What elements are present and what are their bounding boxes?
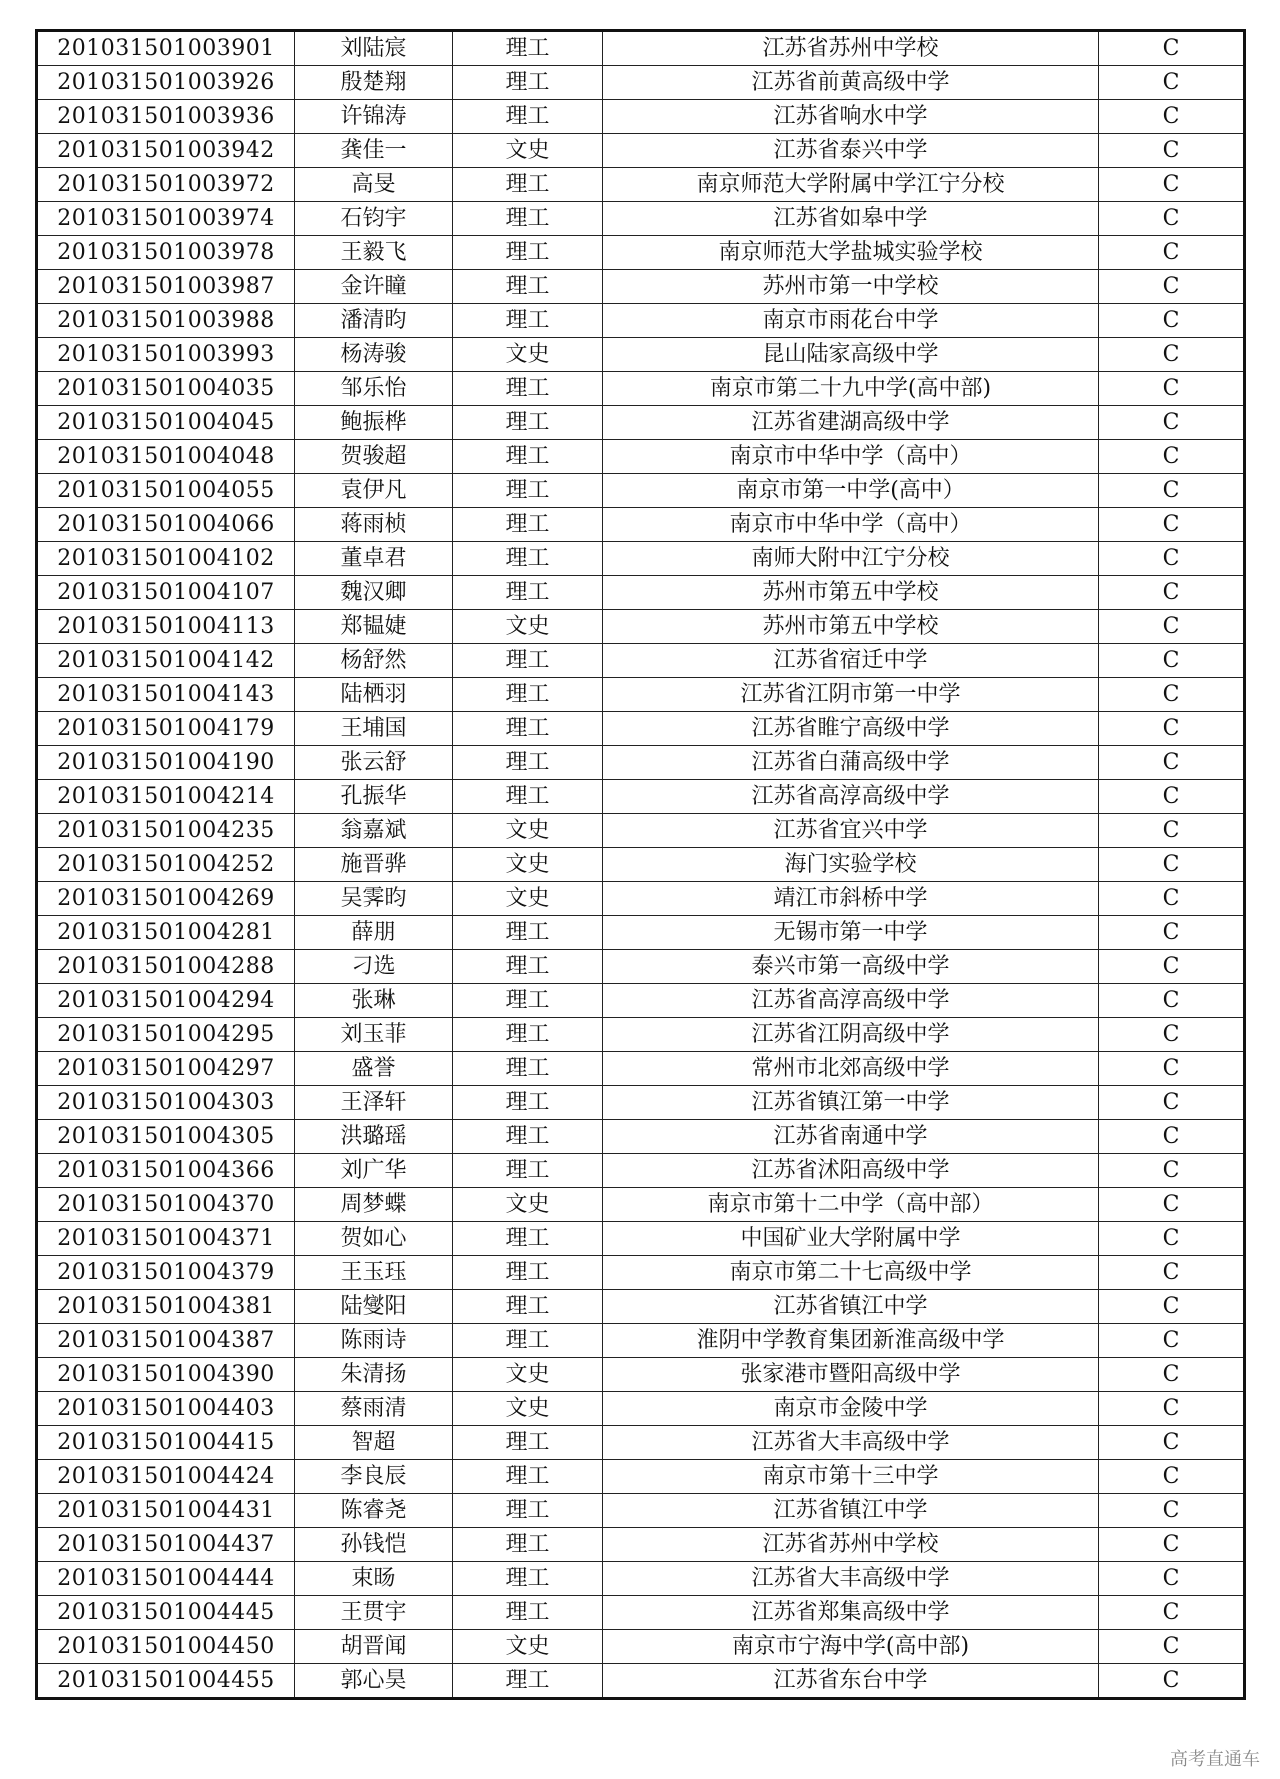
exam-id-cell: 201031501004390 — [37, 1358, 295, 1392]
student-name-cell: 董卓君 — [295, 542, 453, 576]
student-name-cell: 贺骏超 — [295, 440, 453, 474]
table-row — [37, 270, 1245, 304]
grade-cell: C — [1099, 610, 1245, 644]
table-row — [37, 542, 1245, 576]
table-row — [37, 814, 1245, 848]
table-row — [37, 1290, 1245, 1324]
subject-type-cell: 理工 — [453, 406, 603, 440]
grade-cell: C — [1099, 780, 1245, 814]
table-row — [37, 31, 1245, 66]
student-name-cell: 盛誉 — [295, 1052, 453, 1086]
school-cell: 淮阴中学教育集团新淮高级中学 — [603, 1324, 1099, 1358]
student-name-cell: 蔡雨清 — [295, 1392, 453, 1426]
subject-type-cell: 理工 — [453, 508, 603, 542]
school-cell: 江苏省建湖高级中学 — [603, 406, 1099, 440]
grade-cell: C — [1099, 1018, 1245, 1052]
subject-type-cell: 理工 — [453, 984, 603, 1018]
table-row — [37, 610, 1245, 644]
table-row — [37, 950, 1245, 984]
student-name-cell: 陆栖羽 — [295, 678, 453, 712]
grade-cell: C — [1099, 1562, 1245, 1596]
school-cell: 中国矿业大学附属中学 — [603, 1222, 1099, 1256]
subject-type-cell: 理工 — [453, 270, 603, 304]
table-row — [37, 576, 1245, 610]
exam-id-cell: 201031501004035 — [37, 372, 295, 406]
grade-cell: C — [1099, 66, 1245, 100]
school-cell: 江苏省宿迁中学 — [603, 644, 1099, 678]
exam-id-cell: 201031501003993 — [37, 338, 295, 372]
grade-cell: C — [1099, 1086, 1245, 1120]
subject-type-cell: 理工 — [453, 1562, 603, 1596]
student-name-cell: 刘玉菲 — [295, 1018, 453, 1052]
table-row — [37, 1086, 1245, 1120]
table-row — [37, 984, 1245, 1018]
exam-id-cell: 201031501004437 — [37, 1528, 295, 1562]
exam-id-cell: 201031501004297 — [37, 1052, 295, 1086]
school-cell: 南京市第二十七高级中学 — [603, 1256, 1099, 1290]
school-cell: 南京市中华中学（高中） — [603, 440, 1099, 474]
school-cell: 靖江市斜桥中学 — [603, 882, 1099, 916]
school-cell: 江苏省白蒲高级中学 — [603, 746, 1099, 780]
subject-type-cell: 理工 — [453, 236, 603, 270]
table-row — [37, 474, 1245, 508]
student-name-cell: 郭心昊 — [295, 1664, 453, 1699]
school-cell: 南京市第二十九中学(高中部) — [603, 372, 1099, 406]
grade-cell: C — [1099, 372, 1245, 406]
grade-cell: C — [1099, 202, 1245, 236]
student-name-cell: 孙钱恺 — [295, 1528, 453, 1562]
subject-type-cell: 理工 — [453, 1324, 603, 1358]
school-cell: 南京市第十二中学（高中部） — [603, 1188, 1099, 1222]
school-cell: 江苏省宜兴中学 — [603, 814, 1099, 848]
student-name-cell: 刘陆宸 — [295, 31, 453, 66]
subject-type-cell: 理工 — [453, 66, 603, 100]
subject-type-cell: 理工 — [453, 1664, 603, 1699]
table-row — [37, 1664, 1245, 1699]
grade-cell: C — [1099, 474, 1245, 508]
student-name-cell: 王贯宇 — [295, 1596, 453, 1630]
grade-cell: C — [1099, 304, 1245, 338]
exam-id-cell: 201031501004431 — [37, 1494, 295, 1528]
table-row — [37, 338, 1245, 372]
exam-id-cell: 201031501004107 — [37, 576, 295, 610]
school-cell: 江苏省沭阳高级中学 — [603, 1154, 1099, 1188]
subject-type-cell: 理工 — [453, 1596, 603, 1630]
exam-id-cell: 201031501004143 — [37, 678, 295, 712]
subject-type-cell: 理工 — [453, 100, 603, 134]
exam-id-cell: 201031501004190 — [37, 746, 295, 780]
student-name-cell: 邹乐怡 — [295, 372, 453, 406]
exam-id-cell: 201031501004252 — [37, 848, 295, 882]
table-row — [37, 1222, 1245, 1256]
subject-type-cell: 理工 — [453, 1290, 603, 1324]
subject-type-cell: 理工 — [453, 1154, 603, 1188]
school-cell: 苏州市第五中学校 — [603, 576, 1099, 610]
student-name-cell: 许锦涛 — [295, 100, 453, 134]
subject-type-cell: 理工 — [453, 916, 603, 950]
table-row — [37, 1392, 1245, 1426]
student-name-cell: 施晋骅 — [295, 848, 453, 882]
subject-type-cell: 文史 — [453, 1392, 603, 1426]
grade-cell: C — [1099, 1120, 1245, 1154]
school-cell: 江苏省高淳高级中学 — [603, 780, 1099, 814]
subject-type-cell: 理工 — [453, 780, 603, 814]
exam-id-cell: 201031501004424 — [37, 1460, 295, 1494]
exam-id-cell: 201031501004403 — [37, 1392, 295, 1426]
grade-cell: C — [1099, 338, 1245, 372]
table-row — [37, 1358, 1245, 1392]
subject-type-cell: 文史 — [453, 610, 603, 644]
student-name-cell: 束旸 — [295, 1562, 453, 1596]
exam-id-cell: 201031501004214 — [37, 780, 295, 814]
grade-cell: C — [1099, 31, 1245, 66]
student-name-cell: 陈雨诗 — [295, 1324, 453, 1358]
grade-cell: C — [1099, 508, 1245, 542]
grade-cell: C — [1099, 814, 1245, 848]
subject-type-cell: 理工 — [453, 542, 603, 576]
table-row — [37, 1154, 1245, 1188]
grade-cell: C — [1099, 1426, 1245, 1460]
school-cell: 苏州市第一中学校 — [603, 270, 1099, 304]
student-name-cell: 王玉珏 — [295, 1256, 453, 1290]
grade-cell: C — [1099, 1460, 1245, 1494]
student-name-cell: 王埔国 — [295, 712, 453, 746]
student-name-cell: 龚佳一 — [295, 134, 453, 168]
grade-cell: C — [1099, 984, 1245, 1018]
student-name-cell: 鲍振桦 — [295, 406, 453, 440]
grade-cell: C — [1099, 1290, 1245, 1324]
exam-id-cell: 201031501003926 — [37, 66, 295, 100]
student-name-cell: 孔振华 — [295, 780, 453, 814]
grade-cell: C — [1099, 1154, 1245, 1188]
grade-cell: C — [1099, 1664, 1245, 1699]
watermark-text: 高考直通车 — [1170, 1749, 1260, 1770]
subject-type-cell: 文史 — [453, 1358, 603, 1392]
table-row — [37, 1120, 1245, 1154]
exam-id-cell: 201031501004371 — [37, 1222, 295, 1256]
grade-cell: C — [1099, 916, 1245, 950]
grade-cell: C — [1099, 1392, 1245, 1426]
school-cell: 南京市金陵中学 — [603, 1392, 1099, 1426]
school-cell: 江苏省大丰高级中学 — [603, 1426, 1099, 1460]
table-row — [37, 644, 1245, 678]
school-cell: 江苏省东台中学 — [603, 1664, 1099, 1699]
school-cell: 江苏省南通中学 — [603, 1120, 1099, 1154]
student-name-cell: 王毅飞 — [295, 236, 453, 270]
subject-type-cell: 理工 — [453, 1426, 603, 1460]
student-name-cell: 石钧宇 — [295, 202, 453, 236]
table-row — [37, 168, 1245, 202]
grade-cell: C — [1099, 134, 1245, 168]
subject-type-cell: 理工 — [453, 168, 603, 202]
grade-cell: C — [1099, 1358, 1245, 1392]
table-row — [37, 372, 1245, 406]
table-row — [37, 66, 1245, 100]
grade-cell: C — [1099, 100, 1245, 134]
grade-cell: C — [1099, 1188, 1245, 1222]
exam-id-cell: 201031501004370 — [37, 1188, 295, 1222]
school-cell: 江苏省前黄高级中学 — [603, 66, 1099, 100]
subject-type-cell: 理工 — [453, 440, 603, 474]
subject-type-cell: 理工 — [453, 1256, 603, 1290]
table-row — [37, 1630, 1245, 1664]
grade-cell: C — [1099, 576, 1245, 610]
subject-type-cell: 理工 — [453, 474, 603, 508]
table-row — [37, 202, 1245, 236]
student-name-cell: 智超 — [295, 1426, 453, 1460]
subject-type-cell: 理工 — [453, 1086, 603, 1120]
school-cell: 江苏省郑集高级中学 — [603, 1596, 1099, 1630]
grade-cell: C — [1099, 440, 1245, 474]
grade-cell: C — [1099, 950, 1245, 984]
school-cell: 南京市宁海中学(高中部) — [603, 1630, 1099, 1664]
subject-type-cell: 理工 — [453, 1052, 603, 1086]
subject-type-cell: 理工 — [453, 1120, 603, 1154]
table-row — [37, 916, 1245, 950]
subject-type-cell: 理工 — [453, 1528, 603, 1562]
exam-id-cell: 201031501004379 — [37, 1256, 295, 1290]
student-name-cell: 陆燮阳 — [295, 1290, 453, 1324]
subject-type-cell: 文史 — [453, 848, 603, 882]
student-name-cell: 张琳 — [295, 984, 453, 1018]
student-name-cell: 金许瞳 — [295, 270, 453, 304]
student-name-cell: 张云舒 — [295, 746, 453, 780]
grade-cell: C — [1099, 270, 1245, 304]
table-row — [37, 1018, 1245, 1052]
student-name-cell: 贺如心 — [295, 1222, 453, 1256]
subject-type-cell: 理工 — [453, 644, 603, 678]
exam-id-cell: 201031501003988 — [37, 304, 295, 338]
grade-cell: C — [1099, 746, 1245, 780]
subject-type-cell: 理工 — [453, 304, 603, 338]
grade-cell: C — [1099, 1324, 1245, 1358]
school-cell: 江苏省苏州中学校 — [603, 1528, 1099, 1562]
exam-id-cell: 201031501004381 — [37, 1290, 295, 1324]
school-cell: 江苏省苏州中学校 — [603, 31, 1099, 66]
table-row — [37, 440, 1245, 474]
table-row — [37, 1052, 1245, 1086]
exam-id-cell: 201031501004415 — [37, 1426, 295, 1460]
student-name-cell: 薛朋 — [295, 916, 453, 950]
exam-id-cell: 201031501004113 — [37, 610, 295, 644]
student-name-cell: 郑韫婕 — [295, 610, 453, 644]
exam-id-cell: 201031501004445 — [37, 1596, 295, 1630]
table-row — [37, 406, 1245, 440]
student-name-cell: 洪璐瑶 — [295, 1120, 453, 1154]
exam-id-cell: 201031501004444 — [37, 1562, 295, 1596]
exam-id-cell: 201031501003901 — [37, 31, 295, 66]
subject-type-cell: 理工 — [453, 576, 603, 610]
school-cell: 海门实验学校 — [603, 848, 1099, 882]
table-row — [37, 678, 1245, 712]
grade-cell: C — [1099, 1494, 1245, 1528]
exam-id-cell: 201031501004179 — [37, 712, 295, 746]
exam-id-cell: 201031501004450 — [37, 1630, 295, 1664]
exam-id-cell: 201031501004142 — [37, 644, 295, 678]
exam-id-cell: 201031501004055 — [37, 474, 295, 508]
school-cell: 南京师范大学盐城实验学校 — [603, 236, 1099, 270]
subject-type-cell: 理工 — [453, 31, 603, 66]
exam-id-cell: 201031501003972 — [37, 168, 295, 202]
student-name-cell: 李良辰 — [295, 1460, 453, 1494]
student-name-cell: 王泽轩 — [295, 1086, 453, 1120]
grade-cell: C — [1099, 1528, 1245, 1562]
exam-id-cell: 201031501004305 — [37, 1120, 295, 1154]
grade-cell: C — [1099, 542, 1245, 576]
subject-type-cell: 文史 — [453, 1188, 603, 1222]
table-row — [37, 848, 1245, 882]
grade-cell: C — [1099, 1052, 1245, 1086]
school-cell: 江苏省泰兴中学 — [603, 134, 1099, 168]
table-row — [37, 1562, 1245, 1596]
student-name-cell: 翁嘉斌 — [295, 814, 453, 848]
grade-cell: C — [1099, 882, 1245, 916]
school-cell: 南京师范大学附属中学江宁分校 — [603, 168, 1099, 202]
subject-type-cell: 理工 — [453, 1460, 603, 1494]
subject-type-cell: 理工 — [453, 1018, 603, 1052]
table-row — [37, 780, 1245, 814]
subject-type-cell: 文史 — [453, 1630, 603, 1664]
grade-cell: C — [1099, 1222, 1245, 1256]
grade-cell: C — [1099, 168, 1245, 202]
table-row — [37, 746, 1245, 780]
table-row — [37, 712, 1245, 746]
subject-type-cell: 文史 — [453, 338, 603, 372]
school-cell: 张家港市暨阳高级中学 — [603, 1358, 1099, 1392]
student-name-cell: 杨舒然 — [295, 644, 453, 678]
student-name-cell: 朱清扬 — [295, 1358, 453, 1392]
grade-cell: C — [1099, 236, 1245, 270]
exam-id-cell: 201031501004366 — [37, 1154, 295, 1188]
table-row — [37, 508, 1245, 542]
school-cell: 南京市第十三中学 — [603, 1460, 1099, 1494]
school-cell: 泰兴市第一高级中学 — [603, 950, 1099, 984]
student-name-cell: 蒋雨桢 — [295, 508, 453, 542]
subject-type-cell: 理工 — [453, 1222, 603, 1256]
exam-id-cell: 201031501004235 — [37, 814, 295, 848]
table-row — [37, 134, 1245, 168]
student-name-cell: 陈睿尧 — [295, 1494, 453, 1528]
results-table-body — [37, 31, 1245, 1699]
grade-cell: C — [1099, 678, 1245, 712]
subject-type-cell: 理工 — [453, 678, 603, 712]
subject-type-cell: 理工 — [453, 950, 603, 984]
subject-type-cell: 文史 — [453, 134, 603, 168]
student-name-cell: 吴霁昀 — [295, 882, 453, 916]
exam-id-cell: 201031501004303 — [37, 1086, 295, 1120]
student-name-cell: 高旻 — [295, 168, 453, 202]
student-name-cell: 胡晋闻 — [295, 1630, 453, 1664]
table-row — [37, 1460, 1245, 1494]
school-cell: 南京市第一中学(高中） — [603, 474, 1099, 508]
table-row — [37, 1324, 1245, 1358]
subject-type-cell: 理工 — [453, 712, 603, 746]
exam-id-cell: 201031501004281 — [37, 916, 295, 950]
student-name-cell: 袁伊凡 — [295, 474, 453, 508]
subject-type-cell: 文史 — [453, 882, 603, 916]
school-cell: 江苏省镇江第一中学 — [603, 1086, 1099, 1120]
subject-type-cell: 文史 — [453, 814, 603, 848]
student-name-cell: 魏汉卿 — [295, 576, 453, 610]
results-table — [35, 29, 1246, 1700]
subject-type-cell: 理工 — [453, 1494, 603, 1528]
table-row — [37, 1188, 1245, 1222]
school-cell: 江苏省镇江中学 — [603, 1494, 1099, 1528]
table-row — [37, 882, 1245, 916]
school-cell: 南京市中华中学（高中） — [603, 508, 1099, 542]
exam-id-cell: 201031501003978 — [37, 236, 295, 270]
grade-cell: C — [1099, 848, 1245, 882]
table-row — [37, 1426, 1245, 1460]
grade-cell: C — [1099, 644, 1245, 678]
exam-id-cell: 201031501004294 — [37, 984, 295, 1018]
exam-id-cell: 201031501004269 — [37, 882, 295, 916]
school-cell: 江苏省响水中学 — [603, 100, 1099, 134]
exam-id-cell: 201031501004045 — [37, 406, 295, 440]
school-cell: 常州市北郊高级中学 — [603, 1052, 1099, 1086]
table-row — [37, 304, 1245, 338]
exam-id-cell: 201031501004455 — [37, 1664, 295, 1699]
school-cell: 江苏省高淳高级中学 — [603, 984, 1099, 1018]
table-row — [37, 1494, 1245, 1528]
school-cell: 昆山陆家高级中学 — [603, 338, 1099, 372]
subject-type-cell: 理工 — [453, 746, 603, 780]
grade-cell: C — [1099, 712, 1245, 746]
exam-id-cell: 201031501004048 — [37, 440, 295, 474]
subject-type-cell: 理工 — [453, 202, 603, 236]
grade-cell: C — [1099, 406, 1245, 440]
subject-type-cell: 理工 — [453, 372, 603, 406]
student-name-cell: 周梦蝶 — [295, 1188, 453, 1222]
student-name-cell: 殷楚翔 — [295, 66, 453, 100]
table-row — [37, 1256, 1245, 1290]
table-row — [37, 236, 1245, 270]
grade-cell: C — [1099, 1630, 1245, 1664]
grade-cell: C — [1099, 1256, 1245, 1290]
school-cell: 江苏省大丰高级中学 — [603, 1562, 1099, 1596]
table-row — [37, 1528, 1245, 1562]
school-cell: 江苏省江阴市第一中学 — [603, 678, 1099, 712]
student-name-cell: 刁选 — [295, 950, 453, 984]
grade-cell: C — [1099, 1596, 1245, 1630]
exam-id-cell: 201031501003942 — [37, 134, 295, 168]
exam-id-cell: 201031501003936 — [37, 100, 295, 134]
exam-id-cell: 201031501003987 — [37, 270, 295, 304]
school-cell: 江苏省镇江中学 — [603, 1290, 1099, 1324]
school-cell: 南师大附中江宁分校 — [603, 542, 1099, 576]
school-cell: 苏州市第五中学校 — [603, 610, 1099, 644]
table-row — [37, 1596, 1245, 1630]
school-cell: 江苏省睢宁高级中学 — [603, 712, 1099, 746]
school-cell: 江苏省如皋中学 — [603, 202, 1099, 236]
exam-id-cell: 201031501004288 — [37, 950, 295, 984]
student-name-cell: 杨涛骏 — [295, 338, 453, 372]
school-cell: 江苏省江阴高级中学 — [603, 1018, 1099, 1052]
table-row — [37, 100, 1245, 134]
student-name-cell: 刘广华 — [295, 1154, 453, 1188]
exam-id-cell: 201031501004295 — [37, 1018, 295, 1052]
exam-id-cell: 201031501004102 — [37, 542, 295, 576]
exam-id-cell: 201031501004387 — [37, 1324, 295, 1358]
exam-id-cell: 201031501004066 — [37, 508, 295, 542]
exam-id-cell: 201031501003974 — [37, 202, 295, 236]
student-name-cell: 潘清昀 — [295, 304, 453, 338]
school-cell: 南京市雨花台中学 — [603, 304, 1099, 338]
school-cell: 无锡市第一中学 — [603, 916, 1099, 950]
